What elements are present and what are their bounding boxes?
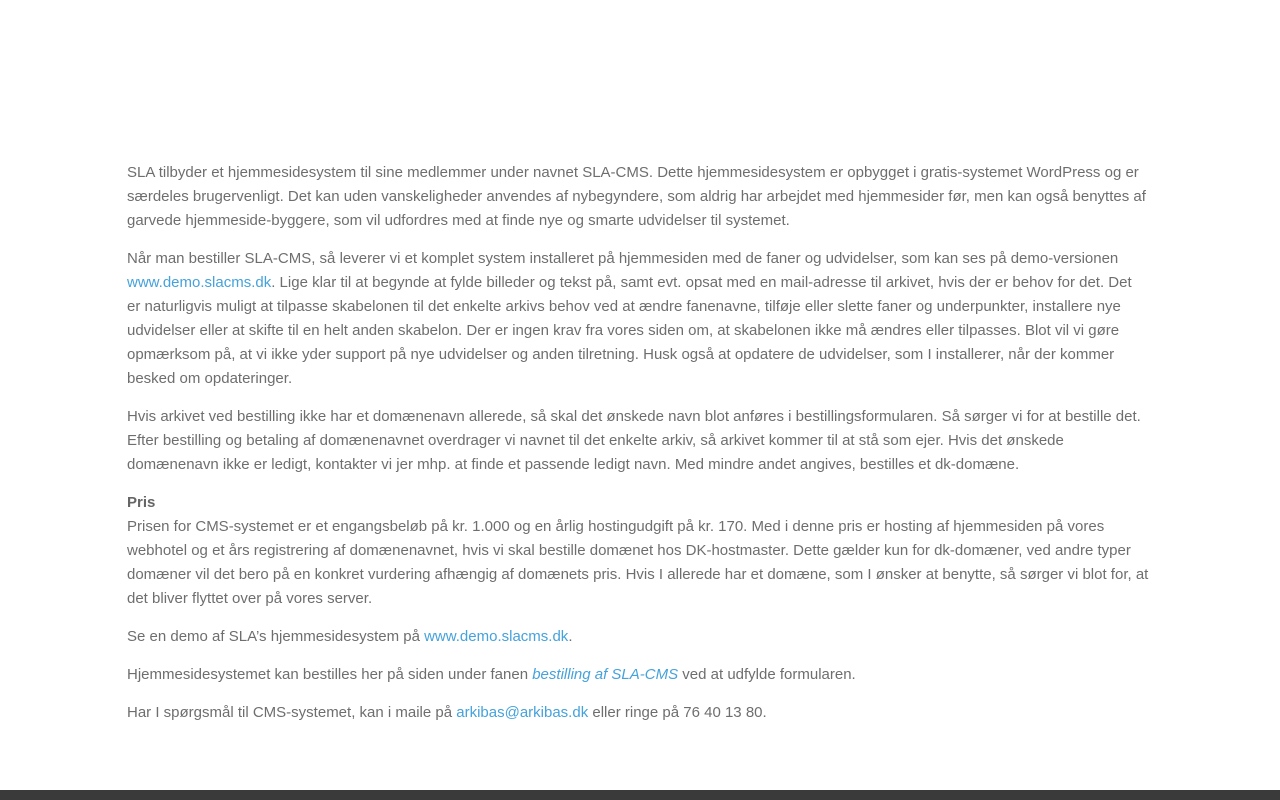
- text-run: Har I spørgsmål til CMS-systemet, kan i maile på: [127, 704, 457, 721]
- order-info-paragraph: [127, 663, 1149, 687]
- text-run: .: [568, 628, 573, 645]
- text-run: Når man bestiller SLA-CMS, så leverer vi et komplet system installeret på hjemmesiden med de faner og udvidelser, som kan ses på demo-versionen: [127, 250, 1119, 267]
- contact-paragraph: [127, 701, 1149, 725]
- bestilling-link[interactable]: bestilling af SLA-CMS: [532, 666, 679, 683]
- text-run: Hvis arkivet ved bestilling ikke har et domænenavn allerede, så skal det ønskede navn blot anføres i bestillingsformularen. Så sørger vi for at bestille det. Efter bestilling og betaling af domænenavnet overdrager vi navnet til det enkelte arkiv, så arkivet kommer til at stå som ejer. Hvis det ønskede domænenavn ikke er ledigt, kontakter vi jer mhp. at finde et passende ledigt navn. Med mindre andet angives, bestilles et dk-domæne.: [127, 408, 1141, 473]
- text-run: Prisen for CMS-systemet er et engangsbeløb på kr. 1.000 og en årlig hostingudgift på kr. 170. Med i denne pris er hosting af hjemmesiden på vores webhotel og et års registrering af domænenavnet, hvis vi skal bestille domænet hos DK-hostmaster. Dette gælder kun for dk-domæner, ved andre typer domæner vil det bero på en konkret vurdering afhængig af domænets pris. Hvis I allerede har et domæne, som I ønsker at benytte, så sørger vi blot for, at det bliver flyttet over på vores server.: [127, 518, 1149, 607]
- bold-heading: Pris: [127, 494, 156, 511]
- text-run: ved at udfylde formularen.: [678, 666, 856, 683]
- text-run: Se en demo af SLA’s hjemmesidesystem på: [127, 628, 425, 645]
- paragraph-container: [127, 161, 1149, 725]
- domain-paragraph: [127, 405, 1149, 477]
- email-link[interactable]: arkibas@arkibas.dk: [456, 704, 589, 721]
- text-run: Hjemmesidesystemet kan bestilles her på siden under fanen: [127, 666, 533, 683]
- text-run: . Lige klar til at begynde at fylde billeder og tekst på, samt evt. opsat med en mail-adresse til arkivet, hvis der er behov for det. Det er naturligvis muligt at tilpasse skabelonen til det enkelte arkivs behov ved at ændre fanenavne, tilføje eller slette faner og underpunkter, installere nye udvidelser eller at skifte til en helt anden skabelon. Der er ingen krav fra vores siden om, at skabelonen ikke må ændres eller tilpasses. Blot vil vi gøre opmærksom på, at vi ikke yder support på nye udvidelser og anden tilretning. Husk også at opdatere de udvidelser, som I installerer, når der kommer besked om opdateringer.: [127, 274, 1132, 387]
- text-run: eller ringe på 76 40 13 80.: [588, 704, 767, 721]
- order-paragraph: [127, 247, 1149, 391]
- footer-bar: [0, 790, 1280, 800]
- price-paragraph: [127, 491, 1149, 611]
- demo-site-link-2[interactable]: www.demo.slacms.dk: [424, 628, 569, 645]
- demo-paragraph: [127, 625, 1149, 649]
- text-run: SLA tilbyder et hjemmesidesystem til sine medlemmer under navnet SLA-CMS. Dette hjemmesidesystem er opbygget i gratis-systemet WordPress og er særdeles brugervenligt. Det kan uden vanskeligheder anvendes af nybegyndere, som aldrig har arbejdet med hjemmesider før, men kan også benyttes af garvede hjemmeside-byggere, som vil udfordres med at finde nye og smarte udvidelser til systemet.: [127, 164, 1146, 229]
- demo-site-link[interactable]: www.demo.slacms.dk: [127, 274, 272, 291]
- intro-paragraph: [127, 161, 1149, 233]
- article-content: [127, 161, 1149, 739]
